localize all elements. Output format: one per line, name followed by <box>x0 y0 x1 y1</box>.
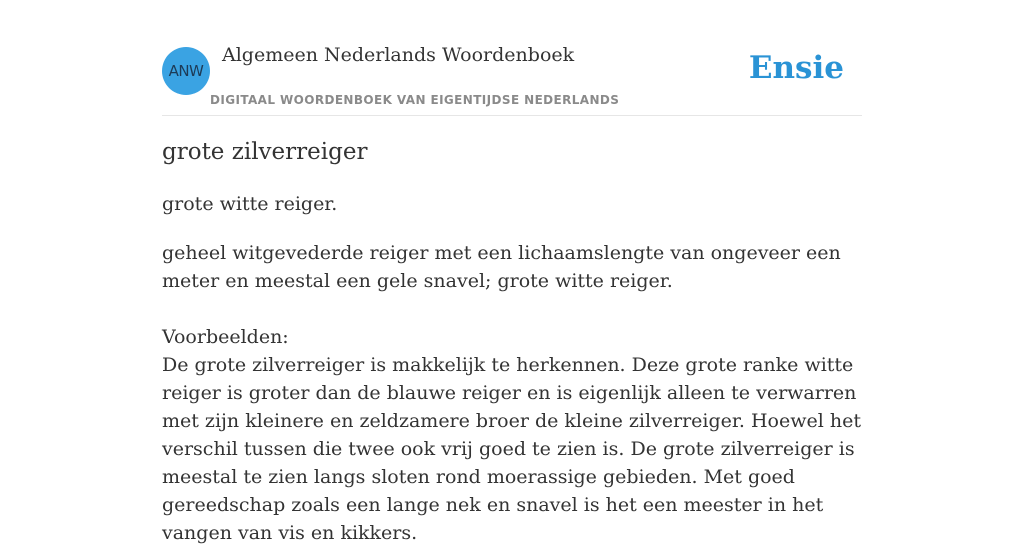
entry-definition: geheel witgevederde reiger met een lichaamslengte van ongeveer een meter en meestal een gele snavel; grote witte reiger. <box>162 242 841 292</box>
page-title: grote zilverreiger <box>162 139 368 165</box>
ensie-brand-link[interactable]: Ensie <box>748 50 844 86</box>
examples-text: De grote zilverreiger is makkelijk te herkennen. Deze grote ranke witte reiger is groter dan de blauwe reiger en is eigenlijk alleen te verwarren met zijn kleinere en zeldzamere broer de kleine zilverreiger. Hoewel het verschil tussen die twee ook vrij goed te zien is. De grote zilverreiger is meestal te zien langs sloten rond moerassige gebieden. Met goed gereedschap zoals een lange nek en snavel is het een meester in het vangen van vis en kikkers. <box>162 354 861 544</box>
logo-text: ANW <box>168 62 204 80</box>
anw-logo[interactable] <box>162 47 210 95</box>
examples-label: Voorbeelden: <box>162 326 289 348</box>
site-subtitle: DIGITAAL WOORDENBOEK VAN EIGENTIJDSE NEDERLANDS <box>210 93 620 107</box>
site-header <box>162 0 862 116</box>
entry-synonym: grote witte reiger. <box>162 193 338 215</box>
site-title[interactable]: Algemeen Nederlands Woordenboek <box>222 44 575 66</box>
